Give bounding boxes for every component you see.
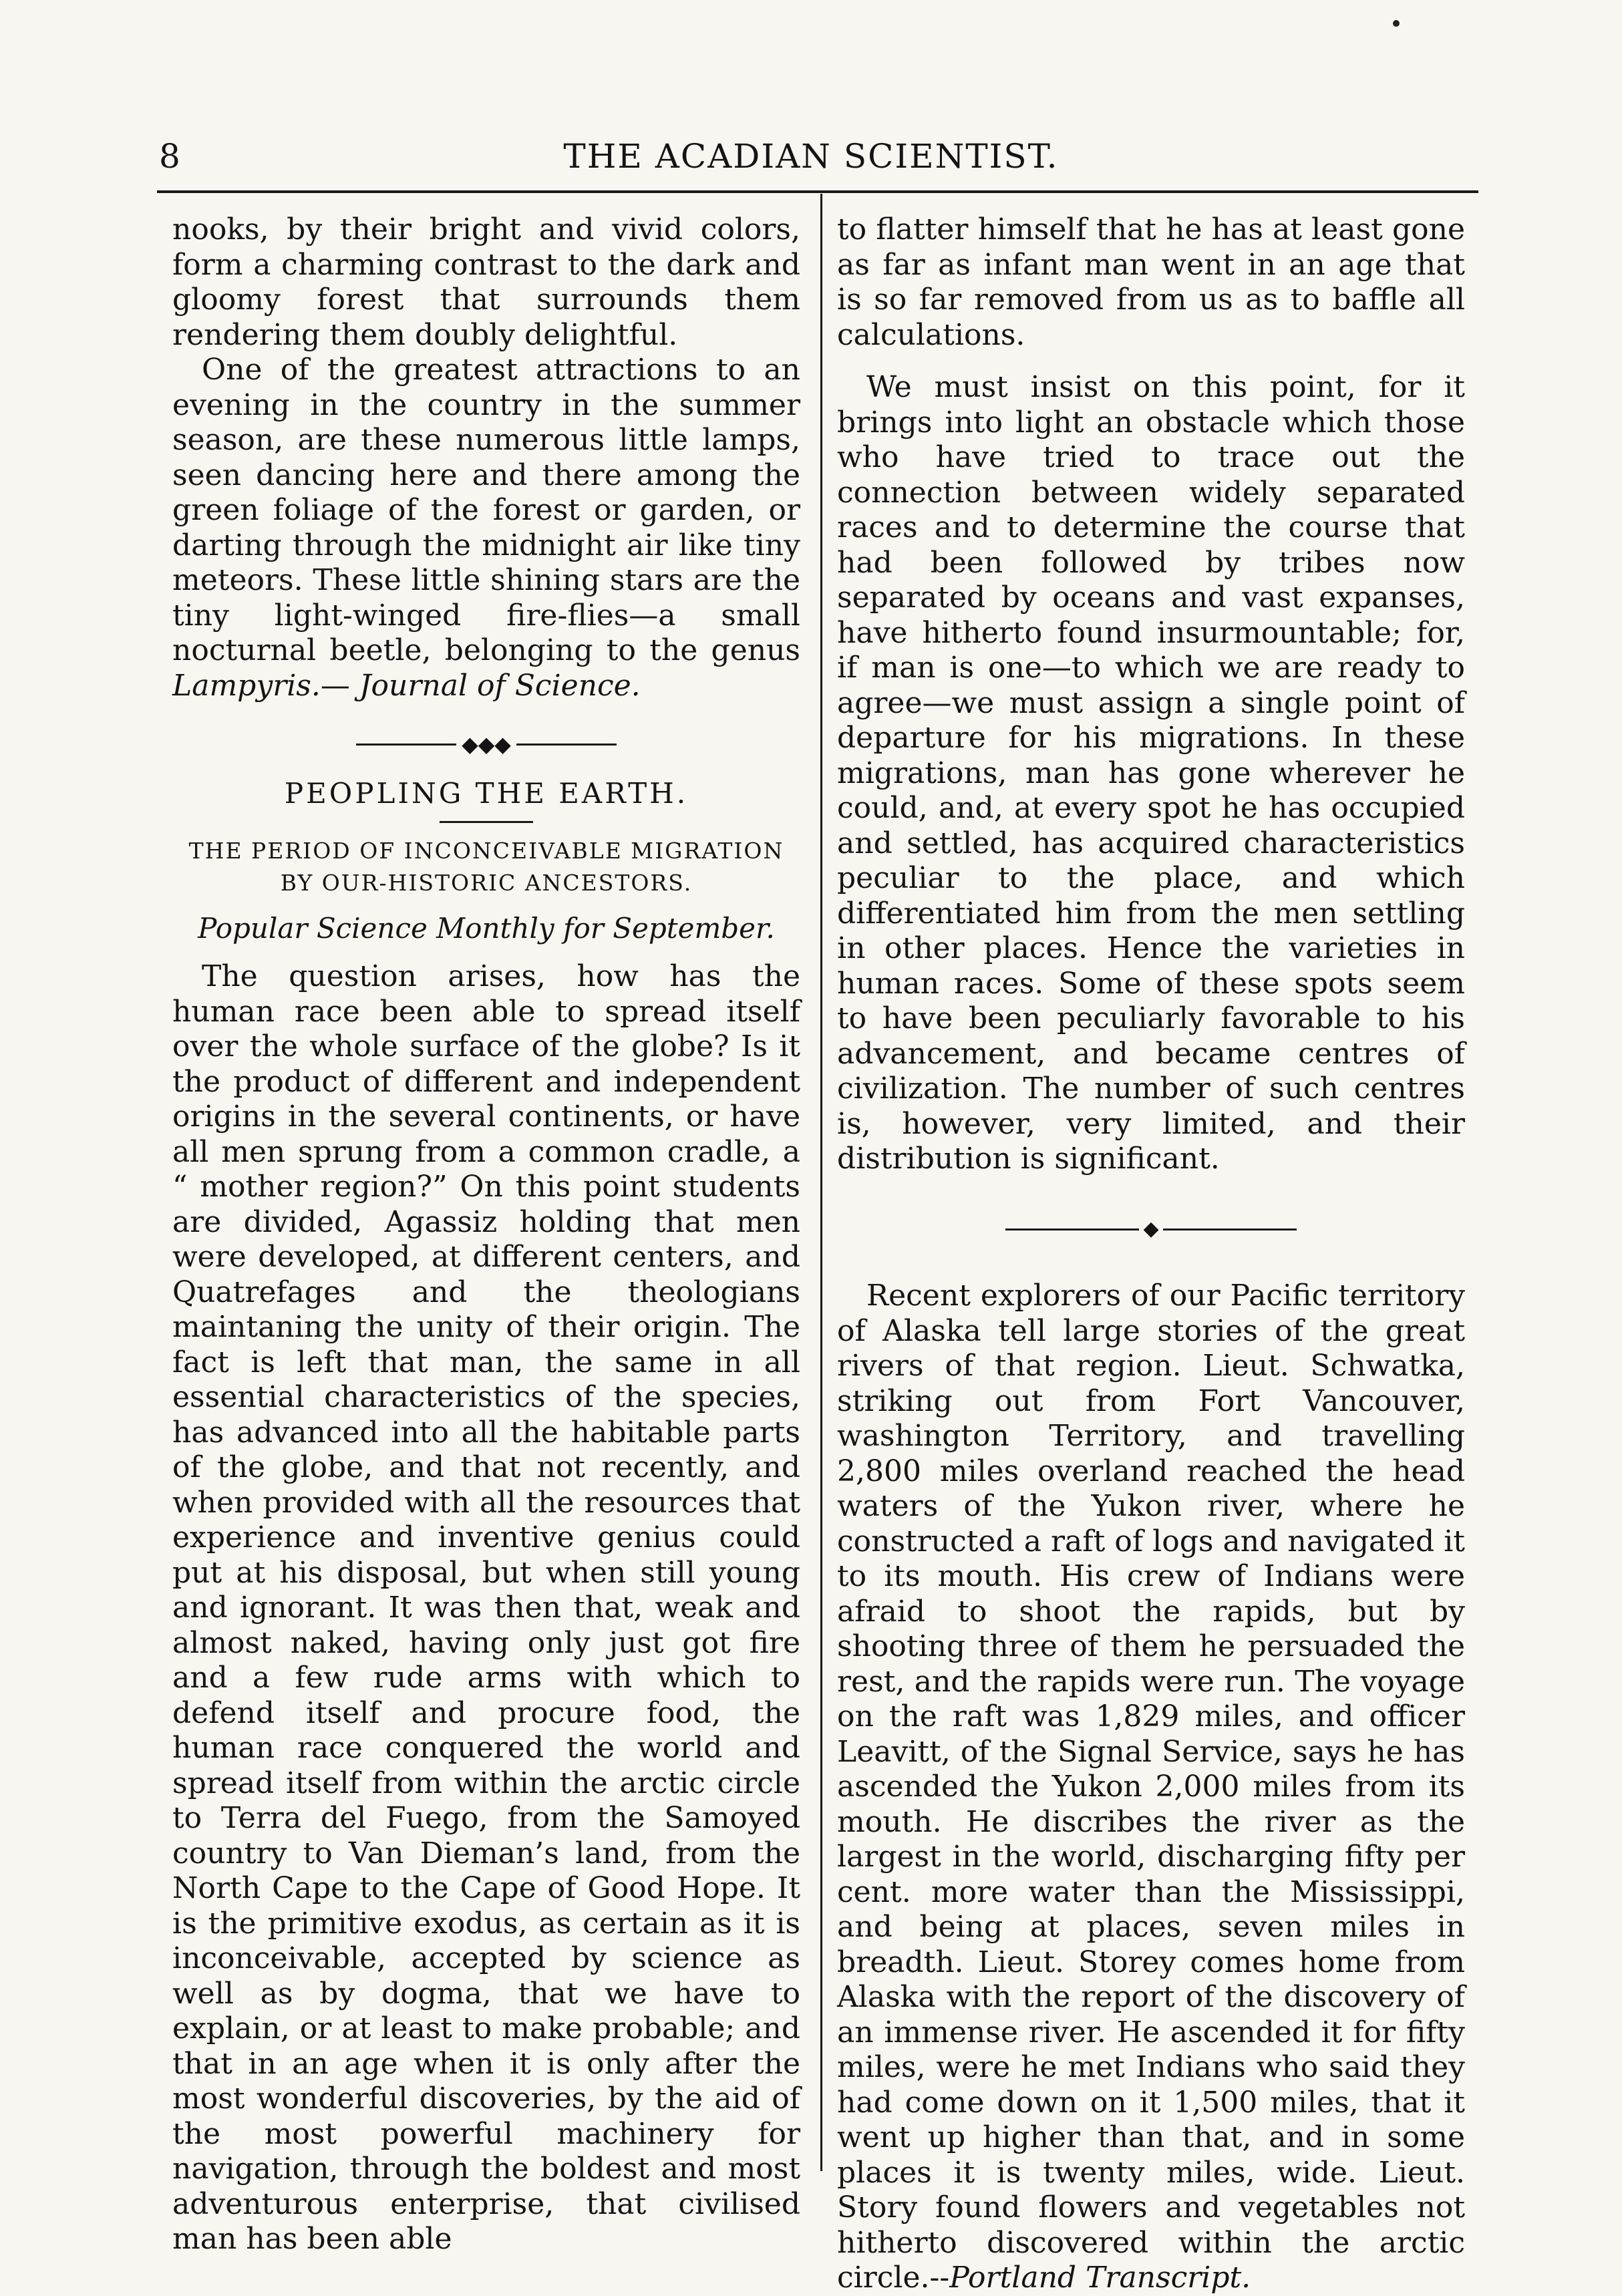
left-column xyxy=(172,212,800,2257)
ornament-diamond-icon: ◆◆◆ xyxy=(462,731,511,757)
alaska-source: Portland Transcript. xyxy=(949,2261,1251,2295)
ornament-line-left xyxy=(356,744,456,746)
paragraph-continuation-right: to flatter himself that he has at least gone as far as infant man went in an age that is so far removed from us as to baffle all calculations. xyxy=(837,212,1465,352)
ornament-line-right xyxy=(516,744,617,746)
article-subtitle: THE PERIOD OF INCONCEIVABLE MIGRATION BY OUR-HISTORIC ANCESTORS. xyxy=(188,837,784,896)
right-ornament xyxy=(837,1210,1465,1247)
column-divider xyxy=(820,194,822,2171)
page-number: 8 xyxy=(159,137,180,176)
paragraph-alaska xyxy=(837,1279,1465,2296)
fireflies-source: Journal of Science. xyxy=(359,668,641,703)
fireflies-genus: Lampyris. xyxy=(172,668,321,703)
right-ornament-line-right xyxy=(1163,1228,1297,1231)
alaska-dash: -- xyxy=(929,2261,950,2295)
fireflies-text: One of the greatest attractions to an evening in the country in the summer season, are these numerous little lamps, seen dancing here and there among the green foliage of the forest or garden, or darting through the midnight air like tiny meteors. These little shining stars are the tiny light-winged fire-flies—a small nocturnal beetle, belonging to the genus xyxy=(172,353,800,667)
article-source: Popular Science Monthly for September. xyxy=(198,911,775,945)
header-rule xyxy=(157,190,1478,193)
right-column xyxy=(837,212,1465,2296)
right-ornament-line-left xyxy=(1005,1228,1139,1231)
section-ornament xyxy=(172,727,800,759)
paragraph-insist: We must insist on this point, for it brings into light an obstacle which those who have tried to trace out the connection between widely separated races and to determine the course that had been followed by tribes now separated by oceans and vast expanses, have hitherto found insurmountable; for, if man is one—to which we are ready to agree—we must assign a single point of departure for his migrations. In these migrations, man has gone wherever he could, and, at every spot he has occupied and settled, has acquired characteristics peculiar to the place, and which differentiated him from the men settling in other places. Hence the varieties in human races. Some of these spots seem to have been peculiarly favorable to his advancement, and became centres of civilization. The number of such centres is, however, very limited, and their distribution is significant. xyxy=(837,370,1465,1176)
running-title: THE ACADIAN SCIENTIST. xyxy=(563,137,1059,176)
page-speck xyxy=(1393,20,1400,27)
fireflies-dash: — xyxy=(320,668,359,703)
paragraph-continuation-left: nooks, by their bright and vivid colors, form a charming contrast to the dark and gloomy forest that surrounds them rendering them doubly delightful. xyxy=(172,212,800,352)
right-ornament-diamond-icon: ◆ xyxy=(1143,1216,1159,1241)
paragraph-fireflies xyxy=(172,353,800,703)
article-body: The question arises, how has the human race been able to spread itself over the whole surface of the globe? Is it the product of different and independent origins in the several continents, or have all men sprung from a common cradle, a “ mother region?” On this point students are divided, Agassiz holding that men were developed, at different centers, and Quatrefages and the theologians maintaning the unity of their origin. The fact is left that man, the same in all essential characteristics of the species, has advanced into all the habitable parts of the globe, and that not recently, and when provided with all the resources that experience and inventive genius could put at his disposal, but when still young and ignorant. It was then that, weak and almost naked, having only just got fire and a few rude arms with which to defend itself and procure food, the human race conquered the world and spread itself from within the arctic circle to Terra del Fuego, from the Samoyed country to Van Dieman’s land, from the North Cape to the Cape of Good Hope. It is the primitive exodus, as certain as it is inconceivable, accepted by science as well as by dogma, that we have to explain, or at least to make probable; and that in an age when it is only after the most wonderful discoveries, by the aid of the most powerful machinery for navigation, through the boldest and most adventurous enterprise, that civilised man has been able xyxy=(172,959,800,2256)
article-title: PEOPLING THE EARTH. xyxy=(284,777,689,810)
title-rule xyxy=(440,821,533,823)
alaska-text: Recent explorers of our Pacific territory of Alaska tell large stories of the great rivers of that region. Lieut. Schwatka, striking out from Fort Vancouver, washington Territory, and travelling 2,800 miles overland reached the head waters of the Yukon river, where he constructed a raft of logs and navigated it to its mouth. His crew of Indians were afraid to shoot the rapids, but by shooting three of them he persuaded the rest, and the rapids were run. The voyage on the raft was 1,829 miles, and officer Leavitt, of the Signal Service, says he has ascended the Yukon 2,000 miles from its mouth. He discribes the river as the largest in the world, discharging fifty per cent. more water than the Mississippi, and being at places, seven miles in breadth. Lieut. Storey comes home from Alaska with the report of the discovery of an immense river. He ascended it for fifty miles, were he met Indians who said they had come down on it 1,500 miles, that it went up higher than that, and in some places it is twenty miles, wide. Lieut. Story found flowers and vegetables not hitherto discovered within the arctic circle. xyxy=(837,1279,1465,2295)
